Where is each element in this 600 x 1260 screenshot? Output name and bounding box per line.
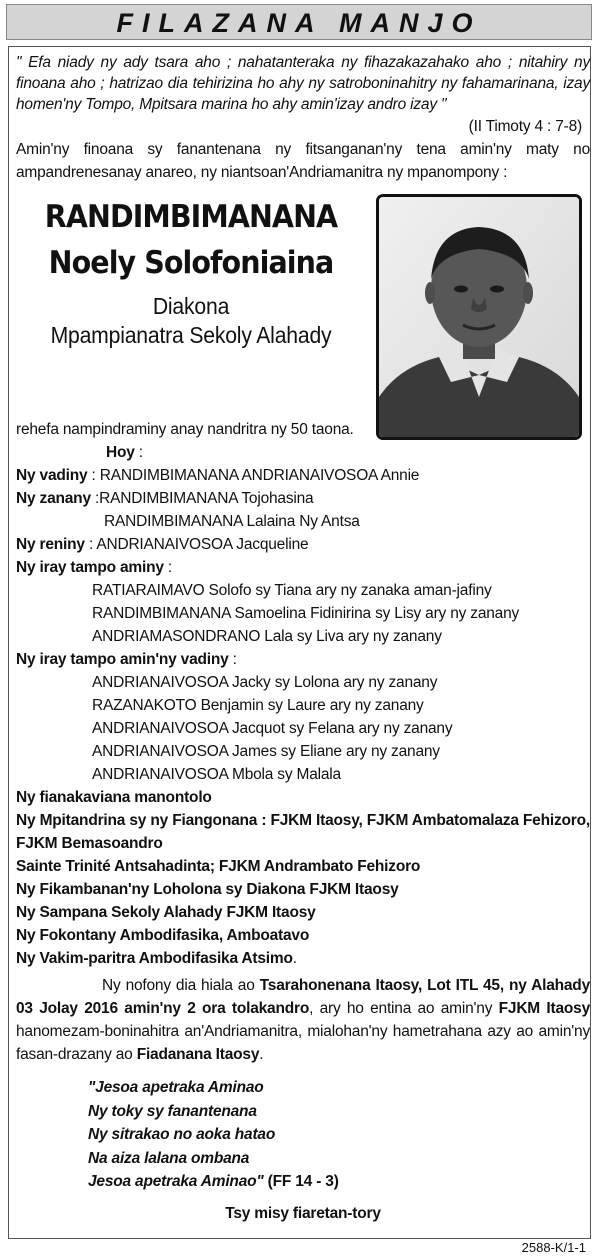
age-line: rehefa nampindraminy anay nandritra ny 50 taona.: [16, 421, 354, 438]
mother-name: ANDRIANAIVOSOA Jacqueline: [96, 536, 309, 553]
hymn-reference: (FF 14 - 3): [263, 1173, 339, 1190]
funeral-text-2: , ary ho entina ao amin'ny: [309, 1000, 499, 1017]
mother-separator: :: [84, 536, 97, 553]
inlaws-label: Ny iray tampo amin'ny vadiny: [16, 651, 229, 668]
hymn-line: Ny toky sy fanantenana: [88, 1102, 257, 1120]
hymn-line: Jesoa apetraka Aminao": [88, 1173, 264, 1190]
siblings-heading: [16, 556, 590, 579]
portrait-photo-icon: [376, 194, 582, 440]
portrait-photo-drawing: [379, 197, 579, 437]
sibling-item: RANDIMBIMANANA Samoelina Fidinirina sy Lisy ary ny zanany: [92, 605, 520, 622]
spouse-name: RANDIMBIMANANA ANDRIANAIVOSOA Annie: [99, 467, 420, 484]
funeral-text-3: hanomezam-boninahitra an'Andriamanitra, mialohan'ny hametrahana azy ao amin'ny fasan-drazany ao: [16, 1023, 590, 1063]
hoy-label: Hoy: [106, 444, 135, 461]
notice-code: 2588-K/1-1: [521, 1240, 586, 1255]
funeral-details: [16, 974, 590, 1066]
funeral-burial-place: Fiadanana Itaosy: [136, 1046, 260, 1063]
hymn-line: Na aiza lalana ombana: [88, 1149, 250, 1167]
deceased-title-deacon: Diakona: [152, 293, 230, 319]
closing-note: Tsy misy fiaretan-tory: [225, 1204, 381, 1222]
announcement-intro: Amin'ny finoana sy fanantenana ny fitsanganan'ny tena amin'ny maty no ampandrenesanay anareo, ny niantsoan'Andriamanitra ny mpanompony :: [16, 141, 590, 181]
group-elders: Ny Fikambanan'ny Loholona sy Diakona FJKM Itaosy: [16, 881, 399, 898]
inlaw-item: RAZANAKOTO Benjamin sy Laure ary ny zanany: [92, 697, 424, 714]
funeral-text-4: .: [259, 1046, 264, 1063]
epigraph-reference: (II Timoty 4 : 7-8): [468, 118, 582, 135]
group-sunday-school: Ny Sampana Sekoly Alahady FJKM Itaosy: [16, 904, 316, 921]
child-name: RANDIMBIMANANA Tojohasina: [99, 490, 314, 507]
child-name: RANDIMBIMANANA Lalaina Ny Antsa: [104, 513, 360, 530]
siblings-label: Ny iray tampo aminy: [16, 559, 164, 576]
notice-content: [16, 52, 590, 1225]
hymn-last-line: [88, 1170, 590, 1194]
inlaw-item: ANDRIANAIVOSOA Jacquot sy Felana ary ny zanany: [92, 720, 453, 737]
hoy-suffix: :: [134, 444, 143, 461]
spouse-separator: :: [87, 467, 100, 484]
funeral-location-time: Tsarahonenana Itaosy, Lot ITL 45, ny Alahady 03 Jolay 2016 amin'ny 2 ora tolakandro: [16, 977, 590, 1017]
deceased-block: [16, 190, 590, 418]
deceased-names: [16, 196, 366, 350]
children-line: [16, 487, 590, 510]
header-title: FILAZANA MANJO: [6, 4, 592, 40]
group-family: Ny fianakaviana manontolo: [16, 789, 212, 806]
epigraph-quote: " Efa niady ny ady tsara aho ; nahatanteraka ny fihazakazahako aho ; nitahiry ny finoana aho ; hatrizao dia tehirizina ho ahy ny satroboninahitry ny fahamarinana, izay homen'ny Tompo, Mpitsara marina ho ahy amin'izay andro izay ": [16, 54, 590, 113]
group-trinite: Sainte Trinité Antsahadinta; FJKM Andrambato Fehizoro: [16, 858, 421, 875]
inlaw-item: ANDRIANAIVOSOA James sy Eliane ary ny zanany: [92, 743, 440, 760]
hymn-line: "Jesoa apetraka Aminao: [88, 1079, 264, 1096]
group-vakim-paritra: Ny Vakim-paritra Ambodifasika Atsimo: [16, 950, 293, 967]
group-vakim-paritra-end: .: [292, 950, 297, 967]
inlaws-heading: [16, 648, 590, 671]
children-line-2: [16, 510, 590, 533]
mother-label: Ny reniny: [16, 536, 85, 553]
deceased-title-teacher: Mpampianatra Sekoly Alahady: [50, 322, 332, 348]
inlaws-separator: :: [228, 651, 237, 668]
siblings-separator: :: [163, 559, 173, 576]
inlaw-item: ANDRIANAIVOSOA Jacky sy Lolona ary ny zanany: [92, 674, 438, 691]
group-fokontany: Ny Fokontany Ambodifasika, Amboatavo: [16, 927, 310, 944]
funeral-church: FJKM Itaosy: [498, 1000, 590, 1017]
hymn-line: Ny sitrakao no aoka hatao: [88, 1126, 276, 1143]
funeral-text-1: Ny nofony dia hiala ao: [102, 977, 260, 994]
group-vakim-paritra-line: [16, 947, 590, 970]
children-label: Ny zanany: [16, 490, 91, 507]
deceased-surname: RANDIMBIMANANA: [44, 199, 338, 235]
sibling-item: RATIARAIMAVO Solofo sy Tiana ary ny zanaka aman-jafiny: [92, 582, 492, 599]
hymn-verse: [16, 1076, 590, 1194]
inlaw-item: ANDRIANAIVOSOA Mbola sy Malala: [92, 766, 341, 783]
spouse-line: [16, 464, 590, 487]
spouse-label: Ny vadiny: [16, 467, 88, 484]
group-churches: Ny Mpitandrina sy ny Fiangonana : FJKM Itaosy, FJKM Ambatomalaza Fehizoro, FJKM Bemasoandro: [16, 812, 590, 852]
children-separator: :: [90, 490, 100, 507]
hoy-line: [16, 441, 590, 464]
sibling-item: ANDRIAMASONDRANO Lala sy Liva ary ny zanany: [92, 628, 442, 645]
deceased-given-names: Noely Solofoniaina: [48, 245, 334, 281]
mother-line: [16, 533, 590, 556]
